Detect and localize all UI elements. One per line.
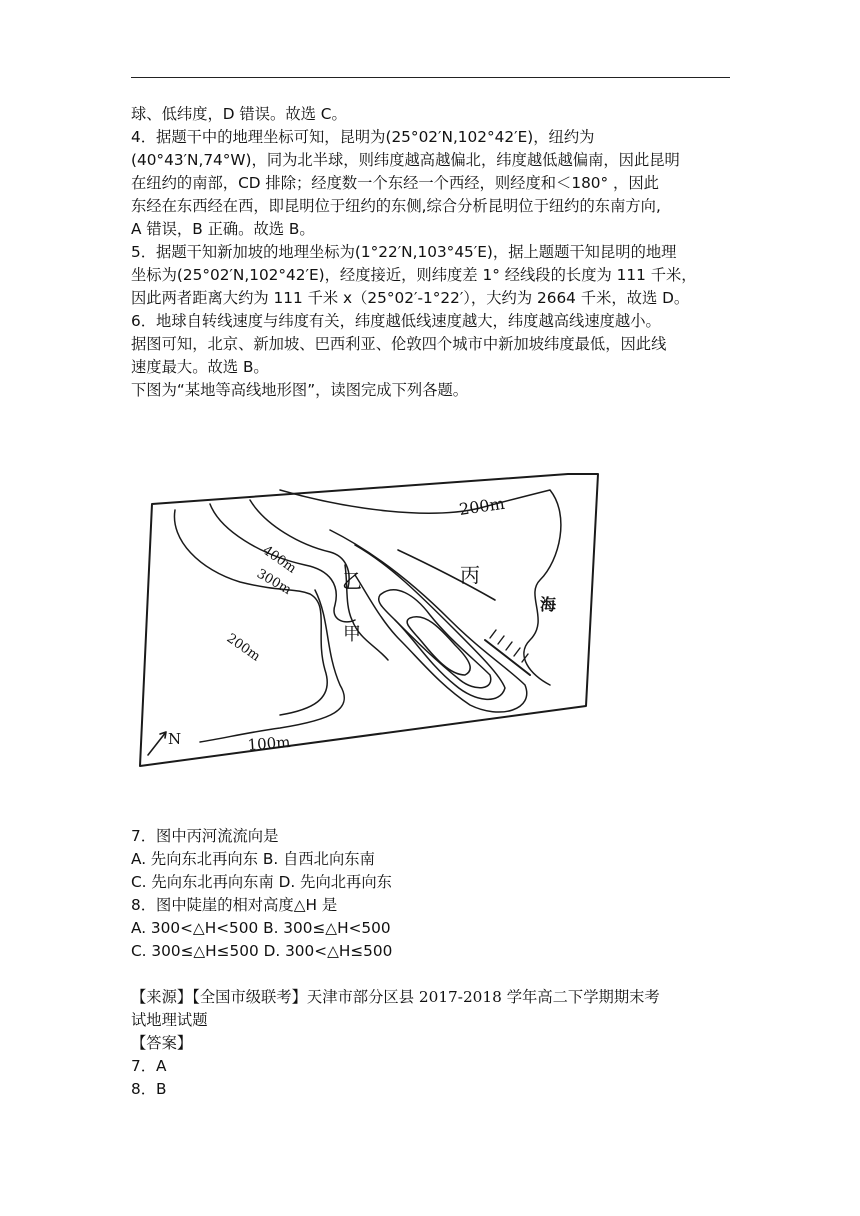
question-line: A. 先向东北再向东 B. 自西北向东南 (131, 850, 375, 868)
question-line: 8．图中陡崖的相对高度△H 是 (131, 896, 338, 914)
label-jia: 甲 (343, 624, 361, 645)
explanation-line: 因此两者距离大约为 111 千米 x（25°02′-1°22′），大约为 2664 千米，故选 D。 (131, 289, 690, 307)
cliff-ticks (490, 630, 528, 662)
ridge-contour-mid (355, 545, 505, 699)
explanation-line: 5．据题干知新加坡的地理坐标为(1°22′N,103°45′E)，据上题题干知昆明的地理 (131, 243, 677, 261)
answer-item: 7．A (131, 1057, 167, 1075)
river-bing (398, 550, 495, 600)
contour-map-svg (130, 470, 600, 770)
answer-heading: 【答案】 (131, 1034, 193, 1052)
label-100m: 100m (247, 733, 292, 754)
explanation-line: A 错误，B 正确。故选 B。 (131, 220, 315, 238)
explanation-line: 东经在东西经在西，即昆明位于纽约的东侧,综合分析昆明位于纽约的东南方向, (131, 197, 661, 215)
north-arrow (148, 732, 166, 755)
explanation-line: (40°43′N,74°W)，同为北半球，则纬度越高越偏北，纬度越低越偏南，因此昆明 (131, 151, 680, 169)
explanation-line: 速度最大。故选 B。 (131, 358, 269, 376)
question-line: A. 300<△H<500 B. 300≤△H<500 (131, 919, 391, 937)
label-bing: 丙 (460, 563, 480, 587)
label-300m: 300m (254, 566, 294, 599)
label-yi: 乙 (342, 569, 362, 593)
explanation-line: 据图可知，北京、新加坡、巴西利亚、伦敦四个城市中新加坡纬度最低，因此线 (131, 335, 667, 353)
explanation-line: 球、低纬度，D 错误。故选 C。 (131, 105, 347, 123)
map-frame (140, 474, 598, 766)
label-200m-left: 200m (223, 630, 263, 665)
source-line: 试地理试题 (131, 1011, 208, 1029)
question-line: C. 300≤△H≤500 D. 300<△H≤500 (131, 942, 393, 960)
label-400m: 400m (259, 542, 299, 577)
label-200m-top: 200m (457, 493, 506, 519)
explanation-line: 坐标为(25°02′N,102°42′E)，经度接近，则纬度差 1° 经线段的长度为 111 千米， (131, 266, 697, 284)
answer-item: 8．B (131, 1080, 167, 1098)
contour-200-left (174, 510, 327, 715)
explanation-line: 在纽约的南部，CD 排除；经度数一个东经一个西经，则经度和＜180° ，因此 (131, 174, 659, 192)
contour-100 (200, 590, 344, 742)
source-line: 【来源】【全国市级联考】天津市部分区县 2017-2018 学年高二下学期期末考 (131, 988, 660, 1006)
header-rule (131, 77, 730, 78)
explanation-line: 下图为“某地等高线地形图”，读图完成下列各题。 (131, 381, 469, 399)
question-line: 7．图中丙河流流向是 (131, 827, 279, 845)
contour-map (130, 470, 600, 770)
explanation-line: 4．据题干中的地理坐标可知，昆明为(25°02′N,102°42′E)，纽约为 (131, 128, 595, 146)
label-hai: 海 (540, 595, 557, 614)
question-line: C. 先向东北再向东南 D. 先向北再向东 (131, 873, 392, 891)
label-north: N (168, 730, 182, 748)
explanation-line: 6．地球自转线速度与纬度有关，纬度越低线速度越大，纬度越高线速度越小。 (131, 312, 661, 330)
